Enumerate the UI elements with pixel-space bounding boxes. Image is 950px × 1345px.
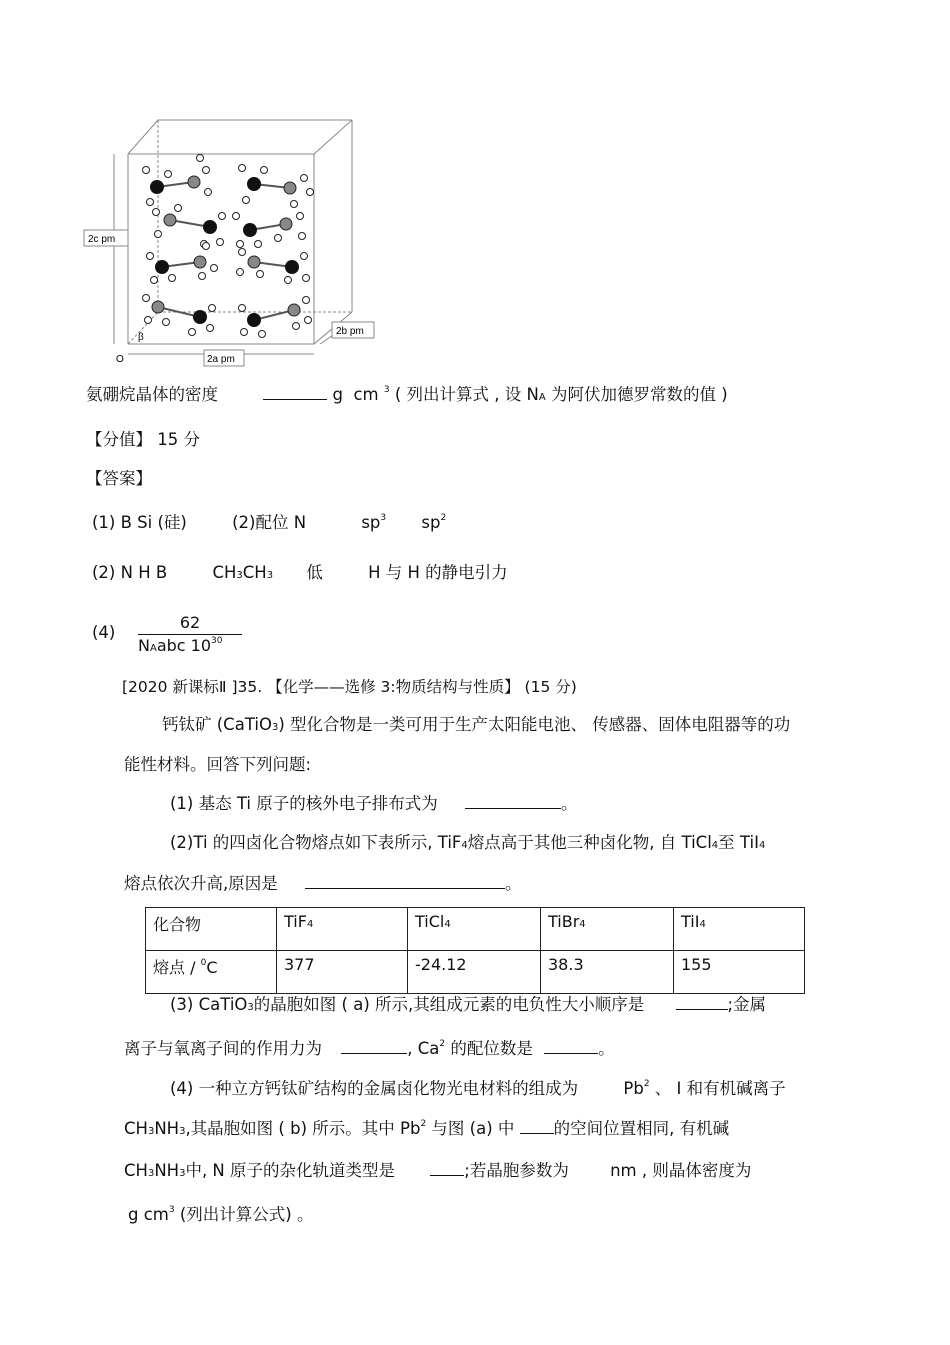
table-compound-2: TiBr4 [541, 908, 674, 951]
label-beta: β [138, 332, 144, 343]
q35-p3-blank-2 [341, 1039, 407, 1054]
answer-heading: 【答案】 [86, 469, 152, 488]
question-35-header: [2020 新课标Ⅱ ]35. 【化学——选修 3:物质结构与性质】 (15 分) [122, 678, 577, 696]
answer-4-fraction [138, 612, 242, 660]
table-header-label: 化合物 [146, 908, 277, 951]
table-value-row [146, 951, 805, 994]
label-2c: 2c pm [88, 234, 116, 245]
q35-p4-blank-1 [520, 1119, 554, 1134]
label-2b: 2b pm [336, 326, 364, 337]
crystal-structure-figure [82, 112, 382, 374]
q35-part-4-line-4: g $cm^3$ (列出计算公式) 。 [128, 1205, 314, 1224]
table-compound-0: TiF4 [277, 908, 408, 951]
q35-intro-line-1: 钙钛矿 (CaTiO3) 型化合物是一类可用于生产太阳能电池、 传感器、固体电阻器等的功 [162, 715, 791, 734]
q35-part-4-line-2: CH3NH3,其晶胞如图 ( b) 所示。其中 Pb$^2$ 与图 (a) 中 的空间位置相同, 有机碱 [124, 1119, 730, 1138]
density-blank [263, 385, 327, 400]
q35-p1-blank [465, 794, 561, 809]
q35-part-4-line-3: CH3NH3中, N 原子的杂化轨道类型是 ;若晶胞参数为 nm , 则晶体密度为 [124, 1161, 752, 1180]
q35-p3-blank-3 [544, 1039, 598, 1054]
q35-p3-blank-1 [676, 995, 728, 1010]
score-line: 【分值】 15 分 [86, 430, 200, 449]
table-row-label: 熔点 / $^0$C [146, 951, 277, 994]
q35-part-3-line-2: 离子与氧离子间的作用力为 , Ca$^2$ 的配位数是 。 [124, 1039, 615, 1058]
q35-part-3-line-1: (3) CaTiO3的晶胞如图 ( a) 所示,其组成元素的电负性大小顺序是 ;金属 [170, 995, 767, 1014]
molecule-clusters [143, 155, 314, 338]
table-value-2: 38.3 [541, 951, 674, 994]
answer-1: (1) B Si (硅) (2)配位 N $sp^3$ $sp^2$ [92, 513, 447, 532]
q35-part-1: (1) 基态 Ti 原子的核外电子排布式为 。 [170, 794, 578, 813]
table-compound-1: TiCl4 [408, 908, 541, 951]
fraction-numerator: 62 [179, 613, 201, 632]
label-2a: 2a pm [207, 354, 235, 365]
answer-2: (2) N H B CH3CH3 低 H 与 H 的静电引力 [92, 563, 508, 582]
q35-part-4-line-1: (4) 一种立方钙钛矿结构的金属卤化物光电材料的组成为 Pb$^2$ 、 I 和有机碱离子 [170, 1079, 786, 1098]
label-origin: O [116, 354, 124, 365]
answer-4-label: (4) [92, 623, 116, 642]
q35-p2-blank [305, 874, 505, 889]
table-value-3: 155 [674, 951, 805, 994]
q35-part-2-line-2: 熔点依次升高,原因是 。 [124, 874, 522, 893]
table-value-1: -24.12 [408, 951, 541, 994]
table-value-0: 377 [277, 951, 408, 994]
q35-part-2-line-1: (2)Ti 的四卤化合物熔点如下表所示, TiF4熔点高于其他三种卤化物, 自 TiCl4至 TiI4 [170, 833, 766, 852]
table-compound-3: TiI4 [674, 908, 805, 951]
q35-intro-line-2: 能性材料。回答下列问题: [124, 755, 312, 774]
melting-point-table [145, 907, 805, 994]
fraction-denominator: NAabc $10^{30}$ [138, 636, 223, 655]
q35-p4-blank-2 [430, 1161, 464, 1176]
table-header-row [146, 908, 805, 951]
density-question-line: 氨硼烷晶体的密度 g cm $^3$ ( 列出计算式 , 设 NA 为阿伏加德罗常数的值 ) [86, 385, 728, 404]
